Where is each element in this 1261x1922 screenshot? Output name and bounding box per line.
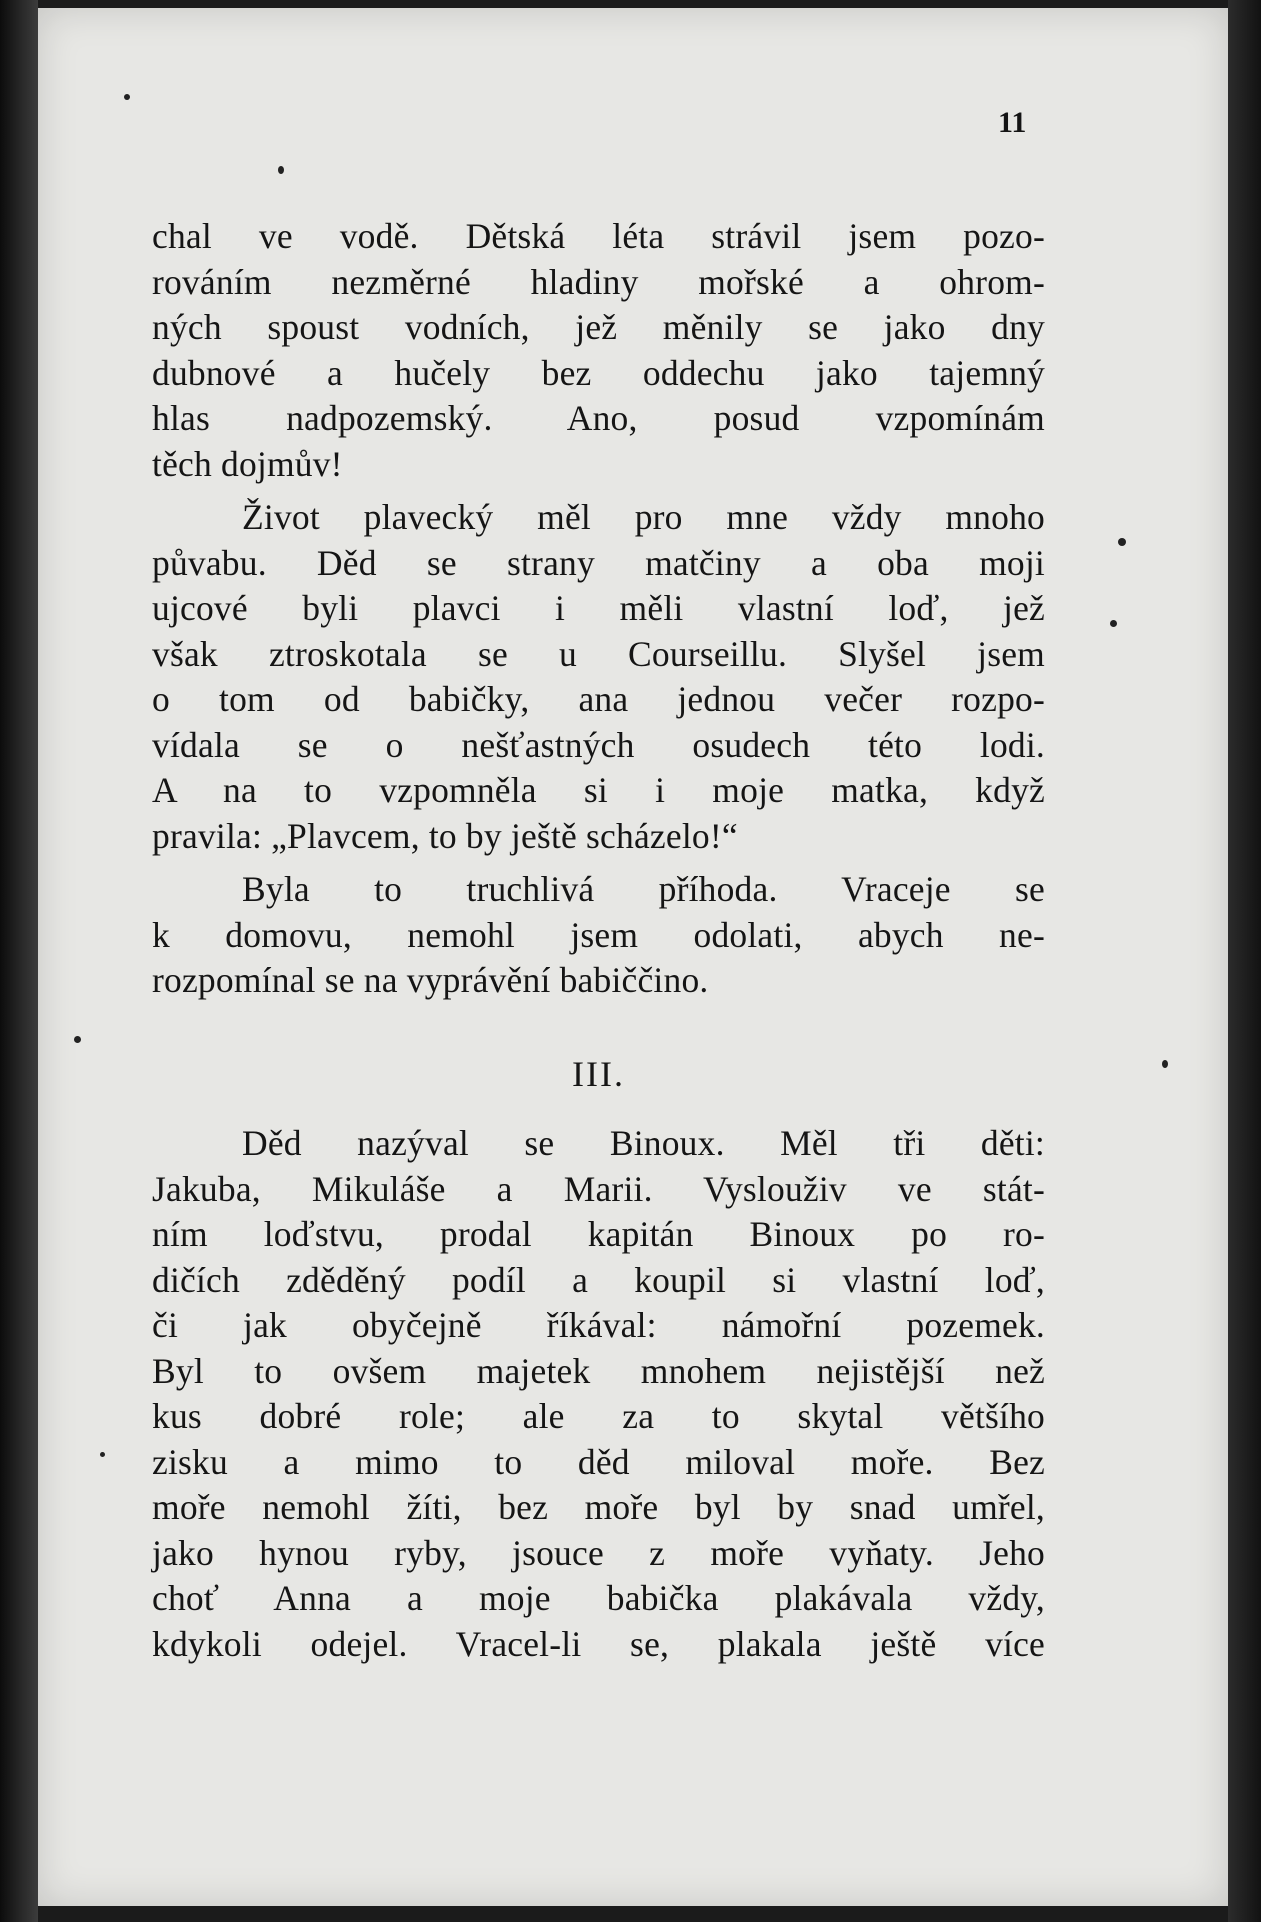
text-line: ním loďstvu, prodal kapitán Binoux po ro- <box>152 1214 1045 1254</box>
scan-speck <box>1110 620 1117 627</box>
text-line: půvabu. Děd se strany matčiny a oba moji <box>152 542 1045 583</box>
text-line: Děd nazýval se Binoux. Měl tři děti: <box>242 1123 1045 1163</box>
text-line: či jak obyčejně říkával: námořní pozemek. <box>152 1305 1045 1345</box>
page-number: 11 <box>998 106 1027 139</box>
text-line: choť Anna a moje babička plakávala vždy, <box>152 1578 1045 1618</box>
text-line: Byla to truchlivá příhoda. Vraceje se <box>242 869 1045 909</box>
paragraph-gap <box>152 487 1045 495</box>
text-line: A na to vzpomněla si i moje matka, když <box>152 770 1045 810</box>
body-text <box>152 214 1045 1667</box>
text-line: těch dojmův! <box>152 443 343 484</box>
chapter-heading: III. <box>572 1053 625 1094</box>
text-line: vídala se o nešťastných osudech této lodi. <box>152 724 1045 765</box>
text-line: pravila: „Plavcem, to by ještě scházelo!“ <box>152 815 738 856</box>
text-line: o tom od babičky, ana jednou večer rozpo- <box>152 679 1045 719</box>
text-line: Jakuba, Mikuláše a Marii. Vyslouživ ve stát- <box>152 1168 1045 1209</box>
text-line: jako hynou ryby, jsouce z moře vyňaty. Jeho <box>152 1532 1045 1573</box>
text-line: však ztroskotala se u Courseillu. Slyšel jsem <box>152 633 1045 674</box>
scan-speck <box>100 1452 105 1457</box>
paragraph <box>152 214 1045 487</box>
text-line: dičích zděděný podíl a koupil si vlastní loď, <box>152 1259 1045 1300</box>
text-line: moře nemohl žíti, bez moře byl by snad umřel, <box>152 1487 1045 1527</box>
text-line: ných spoust vodních, jež měnily se jako dny <box>152 307 1045 347</box>
scan-speck <box>74 1036 81 1043</box>
paragraph-gap <box>152 859 1045 867</box>
paragraph <box>152 1121 1045 1667</box>
text-line: dubnové a hučely bez oddechu jako tajemný <box>152 352 1045 393</box>
book-page <box>38 8 1228 1906</box>
text-line: rováním nezměrné hladiny mořské a ohrom- <box>152 261 1045 302</box>
text-line: rozpomínal se na vyprávění babiččino. <box>152 960 709 1000</box>
scan-speck <box>278 166 284 174</box>
paragraph <box>152 867 1045 1004</box>
text-line: kus dobré role; ale za to skytal většího <box>152 1396 1045 1436</box>
text-line: ujcové byli plavci i měli vlastní loď, jež <box>152 588 1045 628</box>
page-edge-right <box>1228 0 1261 1922</box>
text-line: Život plavecký měl pro mne vždy mnoho <box>242 497 1045 537</box>
scan-speck <box>1118 538 1126 546</box>
paragraph <box>152 495 1045 859</box>
scan-speck <box>124 94 130 100</box>
text-line: zisku a mimo to děd miloval moře. Bez <box>152 1441 1045 1482</box>
text-line: k domovu, nemohl jsem odolati, abych ne- <box>152 914 1045 955</box>
scan-speck <box>1162 1060 1168 1068</box>
text-line: Byl to ovšem majetek mnohem nejistější než <box>152 1350 1045 1391</box>
page-edge-left <box>0 0 38 1922</box>
text-line: kdykoli odejel. Vracel-li se, plakala ještě více <box>152 1623 1045 1664</box>
text-line: chal ve vodě. Dětská léta strávil jsem pozo- <box>152 216 1045 256</box>
text-line: hlas nadpozemský. Ano, posud vzpomínám <box>152 398 1045 438</box>
